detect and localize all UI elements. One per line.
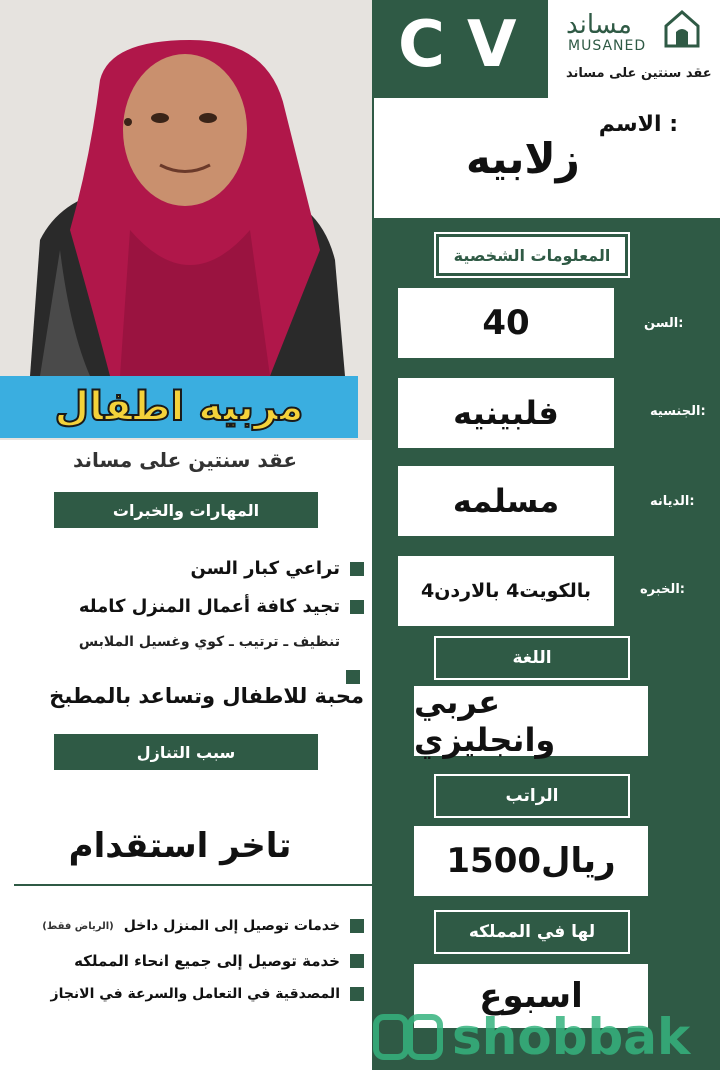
divider bbox=[14, 884, 378, 886]
skill-item-2: تجيد كافة أعمال المنزل كامله bbox=[40, 596, 364, 617]
name-label: الاسم : bbox=[598, 112, 678, 137]
service-item-2: خدمة توصيل إلى جميع انحاء المملكه bbox=[24, 952, 364, 970]
cv-title: CV bbox=[398, 8, 539, 82]
bullet-square-icon bbox=[350, 954, 364, 968]
shobbak-watermark bbox=[372, 1004, 720, 1070]
contract-text: عقد سنتين على مساند bbox=[72, 448, 298, 472]
skill-item-3: تنظيف ـ ترتيب ـ كوي وغسيل الملابس bbox=[78, 634, 340, 650]
logo-arabic: مساند bbox=[566, 10, 632, 40]
name-card bbox=[374, 98, 720, 218]
religion-value: مسلمه bbox=[398, 466, 614, 536]
nationality-label: الجنسيه: bbox=[650, 404, 706, 419]
profile-photo bbox=[0, 0, 372, 440]
bullet-square-icon bbox=[346, 670, 360, 684]
photo-illustration bbox=[0, 0, 372, 440]
skill-item-4: محبة للاطفال وتساعد بالمطبخ bbox=[49, 684, 364, 708]
experience-value: 4بالكويت4 بالاردن bbox=[398, 556, 614, 626]
bullet-square-icon bbox=[350, 987, 364, 1001]
watermark-text: shobbak bbox=[452, 1008, 691, 1066]
logo-english: MUSANED bbox=[568, 38, 647, 54]
experience-label: الخبره: bbox=[640, 582, 685, 597]
house-logo-icon bbox=[662, 8, 702, 50]
in-kingdom-value: اسبوع bbox=[414, 964, 648, 1028]
service-note: (الرياض فقط) bbox=[42, 920, 114, 932]
service-item-1: خدمات توصيل إلى المنزل داخل (الرياض فقط) bbox=[24, 918, 364, 934]
nationality-value: فلبينيه bbox=[398, 378, 614, 448]
personal-info-label: المعلومات الشخصية bbox=[439, 237, 625, 273]
in-kingdom-header: لها في المملكه bbox=[434, 910, 630, 954]
shobbak-logo-icon bbox=[372, 1011, 444, 1063]
bullet-square-icon bbox=[350, 919, 364, 933]
skills-header: المهارات والخبرات bbox=[54, 492, 318, 528]
bullet-square-icon bbox=[350, 600, 364, 614]
logo-subtitle: عقد سنتين على مساند bbox=[566, 66, 712, 81]
age-label: السن: bbox=[644, 316, 684, 331]
personal-info-header bbox=[434, 232, 630, 278]
age-value: 40 bbox=[398, 288, 614, 358]
bullet-square-icon bbox=[350, 562, 364, 576]
service-item-3: المصدقية في التعامل والسرعة في الانجاز bbox=[24, 986, 364, 1002]
name-value: زلابيه bbox=[466, 134, 580, 183]
salary-header: الراتب bbox=[434, 774, 630, 818]
reason-value: تاخر استقدام bbox=[68, 826, 292, 866]
reason-header: سبب التنازل bbox=[54, 734, 318, 770]
salary-value: 1500ريال bbox=[414, 826, 648, 896]
language-header: اللغة bbox=[434, 636, 630, 680]
role-banner bbox=[0, 376, 358, 438]
role-text: مربيه اطفال bbox=[54, 384, 304, 430]
skill-item-1: تراعي كبار السن bbox=[150, 558, 364, 579]
language-value: عربي وانجليزي bbox=[414, 686, 648, 756]
religion-label: الديانه: bbox=[650, 494, 695, 509]
